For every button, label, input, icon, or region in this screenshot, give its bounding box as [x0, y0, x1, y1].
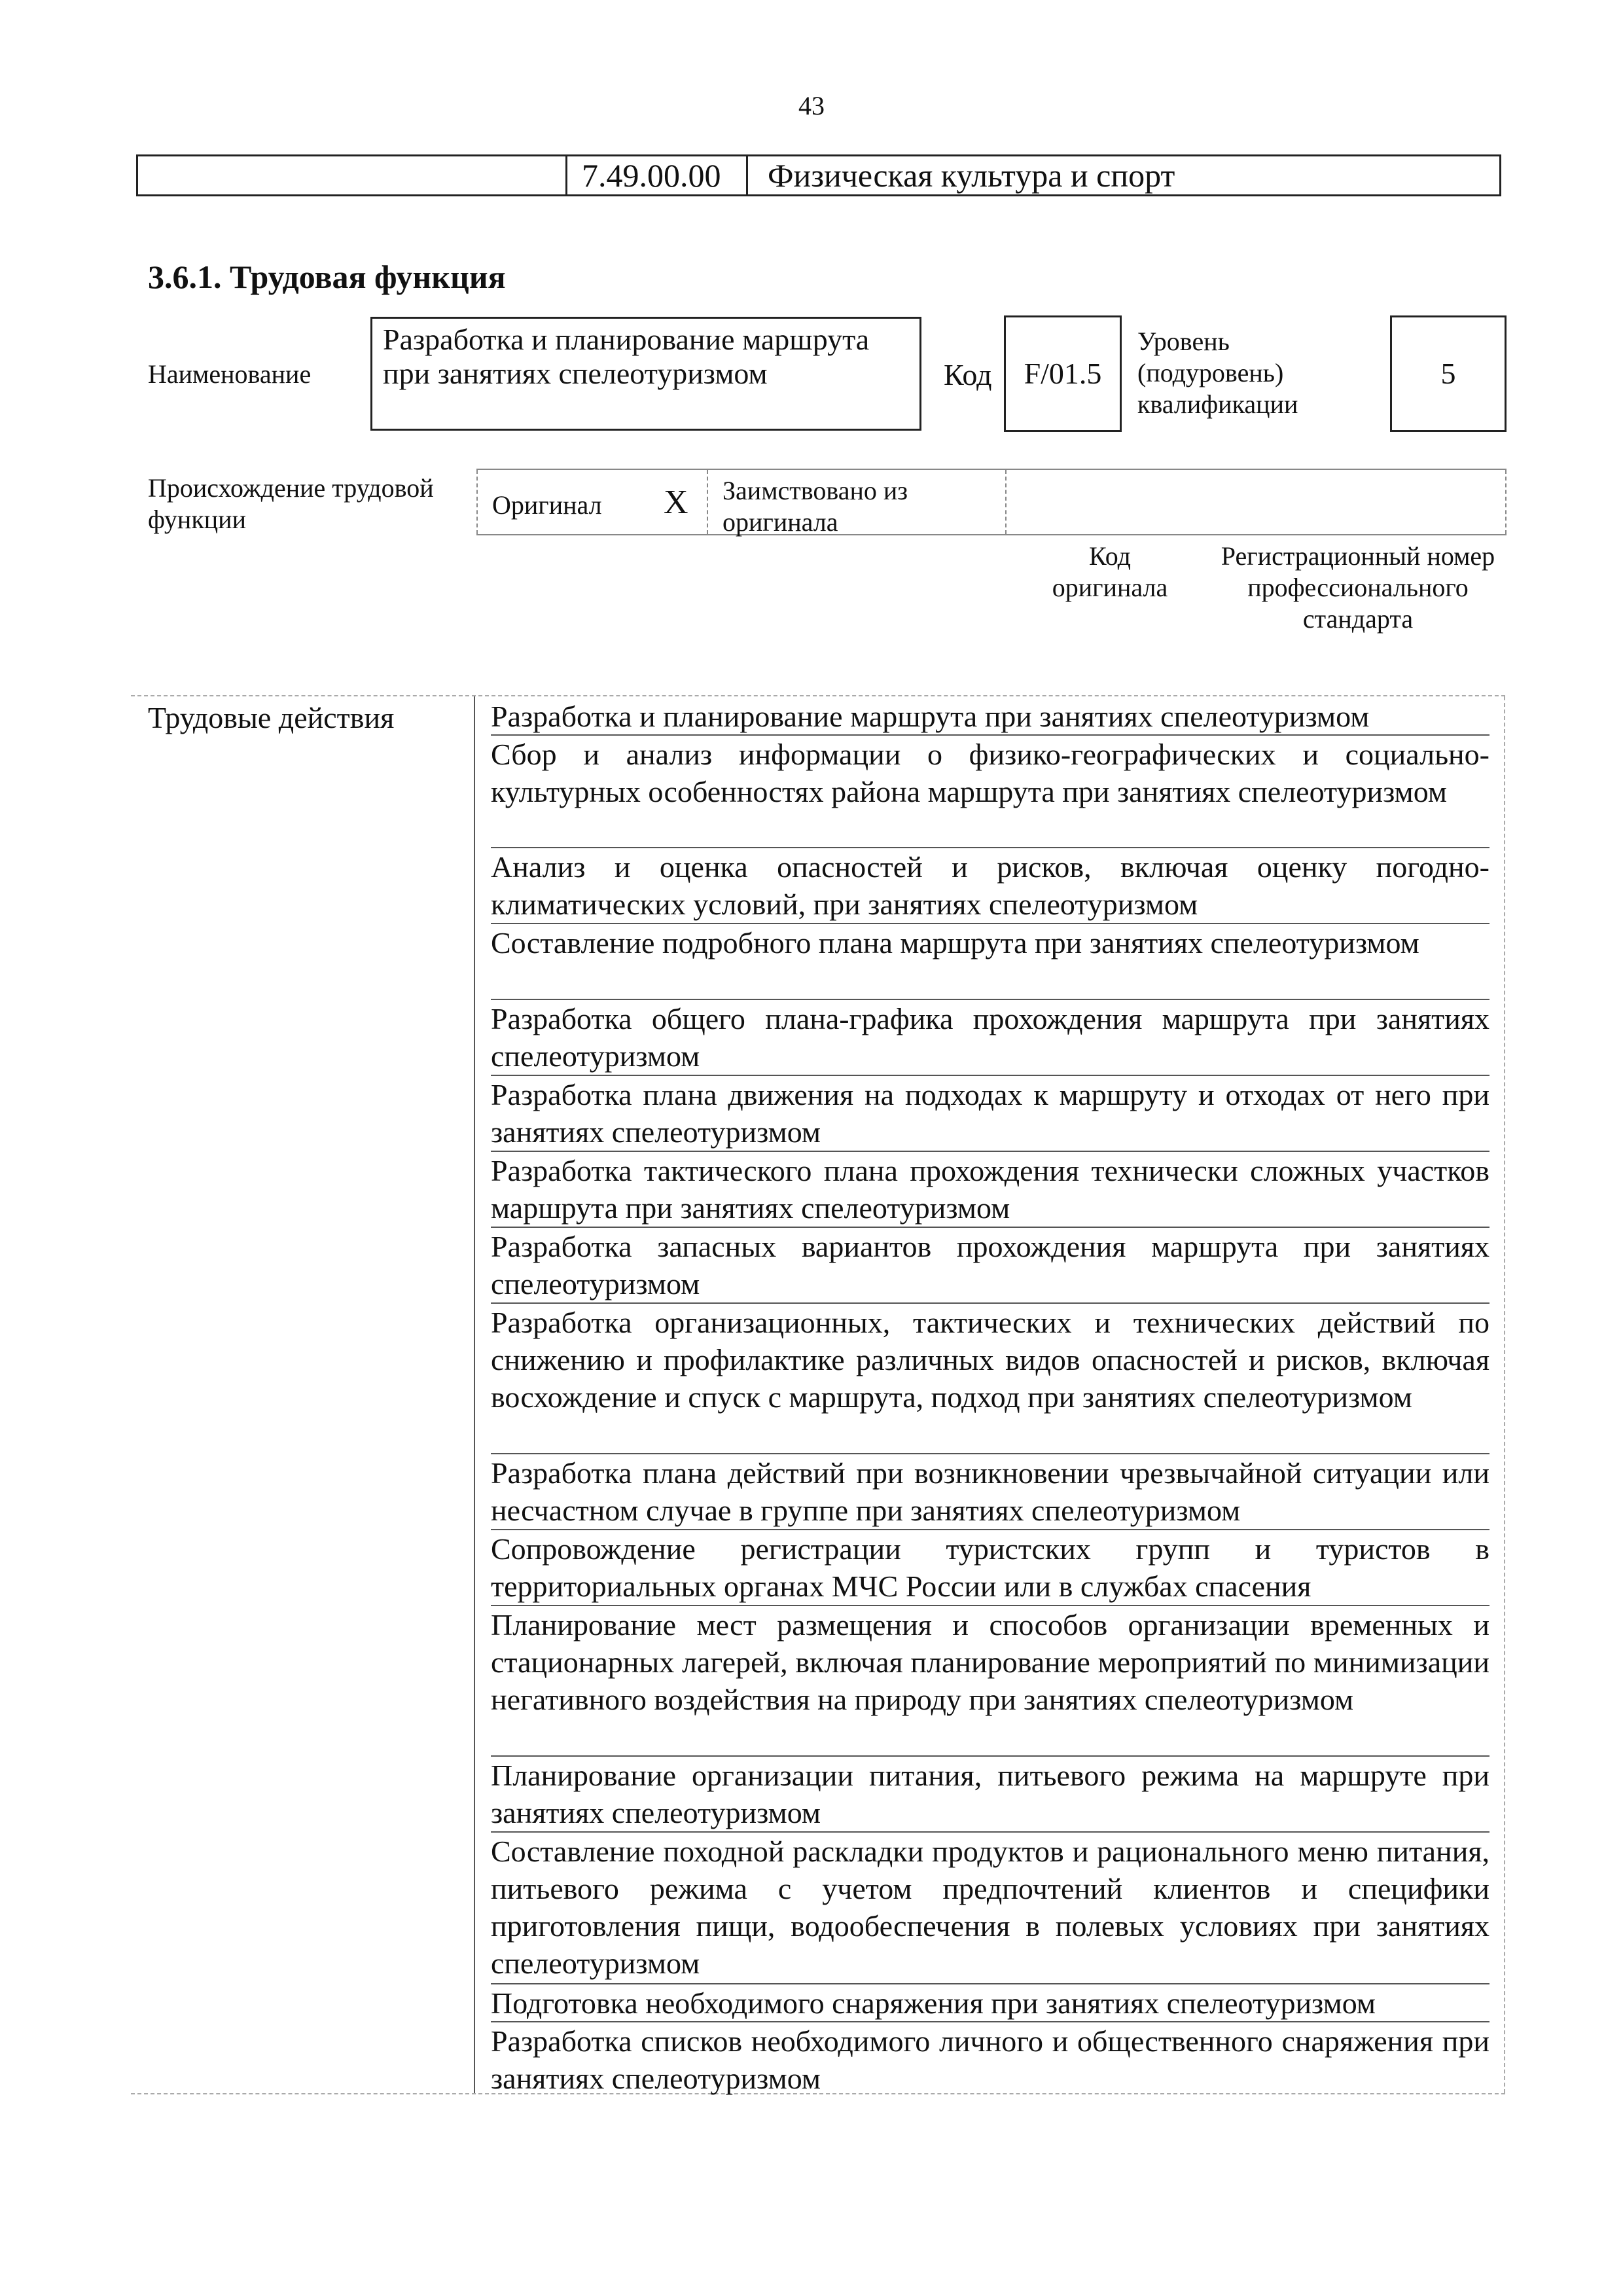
- actions-label: Трудовые действия: [148, 701, 395, 734]
- level-label-line-1: Уровень: [1137, 327, 1230, 356]
- action-row: Разработка запасных вариантов прохождения маршрута при занятиях спелеотуризмом: [491, 1228, 1489, 1304]
- action-row: Разработка организационных, тактических и технических действий по снижению и профилактике различных видов опасностей и рисков, включая восхождение и спуск с маршрута, подход при занятиях спелеотуризмом: [491, 1304, 1489, 1454]
- classification-row: [136, 154, 1501, 196]
- function-code-field: F/01.5: [1004, 315, 1122, 432]
- action-row: Сопровождение регистрации туристских групп и туристов в территориальных органах МЧС России или в службах спасения: [491, 1530, 1489, 1606]
- action-row: Составление подробного плана маршрута при занятиях спелеотуризмом: [491, 924, 1489, 1000]
- origin-borrowed-label: [722, 475, 908, 538]
- origin-blank-cell: [1007, 470, 1507, 534]
- action-row: Анализ и оценка опасностей и рисков, включая оценку погодно-климатических условий, при занятиях спелеотуризмом: [491, 848, 1489, 924]
- action-row: Разработка и планирование маршрута при занятиях спелеотуризмом: [491, 698, 1489, 736]
- right-border: [1504, 696, 1505, 2093]
- classification-code: 7.49.00.00: [567, 156, 748, 194]
- action-row: Разработка плана действий при возникновении чрезвычайной ситуации или несчастном случае в группе при занятиях спелеотуризмом: [491, 1454, 1489, 1530]
- page-number: 43: [798, 91, 825, 120]
- action-row: Составление походной раскладки продуктов и рационального меню питания, питьевого режима с учетом предпочтений клиентов и специфики приготовления пищи, водообеспечения в полевых условиях при занятиях спелеотуризмом: [491, 1833, 1489, 1984]
- reg-caption-line-2: профессионального: [1247, 573, 1469, 602]
- code-label: Код: [944, 358, 992, 391]
- borrowed-line-2: оригинала: [722, 507, 838, 537]
- level-label-line-2: (подуровень): [1137, 358, 1284, 387]
- origin-borrowed-cell: [708, 470, 1007, 537]
- level-label-line-3: квалификации: [1137, 389, 1298, 419]
- section-title: 3.6.1. Трудовая функция: [148, 259, 506, 295]
- original-code-caption: [1044, 541, 1175, 603]
- function-name-field: Разработка и планирование маршрута при занятиях спелеотуризмом: [370, 317, 921, 431]
- labor-actions-table: [131, 695, 1505, 2094]
- level-value-field: 5: [1390, 315, 1507, 432]
- name-label: Наименование: [148, 359, 312, 389]
- action-row: Планирование мест размещения и способов организации временных и стационарных лагерей, включая планирование мероприятий по минимизации негативного воздействия на природу при занятиях спелеотуризмом: [491, 1606, 1489, 1757]
- origin-label-line-2: функции: [148, 505, 246, 534]
- origin-label-line-1: Происхождение трудовой: [148, 473, 434, 503]
- action-row: Разработка тактического плана прохождения технически сложных участков маршрута при занятиях спелеотуризмом: [491, 1152, 1489, 1228]
- classification-empty-cell: [138, 156, 567, 194]
- origin-table: [476, 469, 1507, 535]
- origin-original-label: Оригинал: [492, 490, 602, 520]
- reg-caption-line-3: стандарта: [1302, 604, 1414, 634]
- action-row: Планирование организации питания, питьевого режима на маршруте при занятиях спелеотуризмом: [491, 1757, 1489, 1833]
- code-caption-line-2: оригинала: [1052, 573, 1168, 602]
- action-row: Разработка общего плана-графика прохождения маршрута при занятиях спелеотуризмом: [491, 1000, 1489, 1076]
- borrowed-line-1: Заимствовано из: [722, 476, 908, 505]
- level-label: [1137, 326, 1298, 420]
- reg-caption-line-1: Регистрационный номер: [1221, 541, 1495, 571]
- registration-caption: [1204, 541, 1512, 635]
- code-caption-line-1: Код: [1089, 541, 1131, 571]
- column-divider: [474, 696, 475, 2093]
- origin-original-cell: [476, 470, 708, 534]
- action-row: Разработка плана движения на подходах к маршруту и отходах от него при занятиях спелеотуризмом: [491, 1076, 1489, 1152]
- classification-name: Физическая культура и спорт: [768, 157, 1175, 194]
- origin-label: [148, 473, 434, 535]
- action-row: Разработка списков необходимого личного и общественного снаряжения при занятиях спелеотуризмом: [491, 2024, 1489, 2095]
- action-row: Сбор и анализ информации о физико-географических и социально-культурных особенностях района маршрута при занятиях спелеотуризмом: [491, 736, 1489, 848]
- origin-original-mark: X: [664, 484, 688, 521]
- action-row: Подготовка необходимого снаряжения при занятиях спелеотуризмом: [491, 1984, 1489, 2022]
